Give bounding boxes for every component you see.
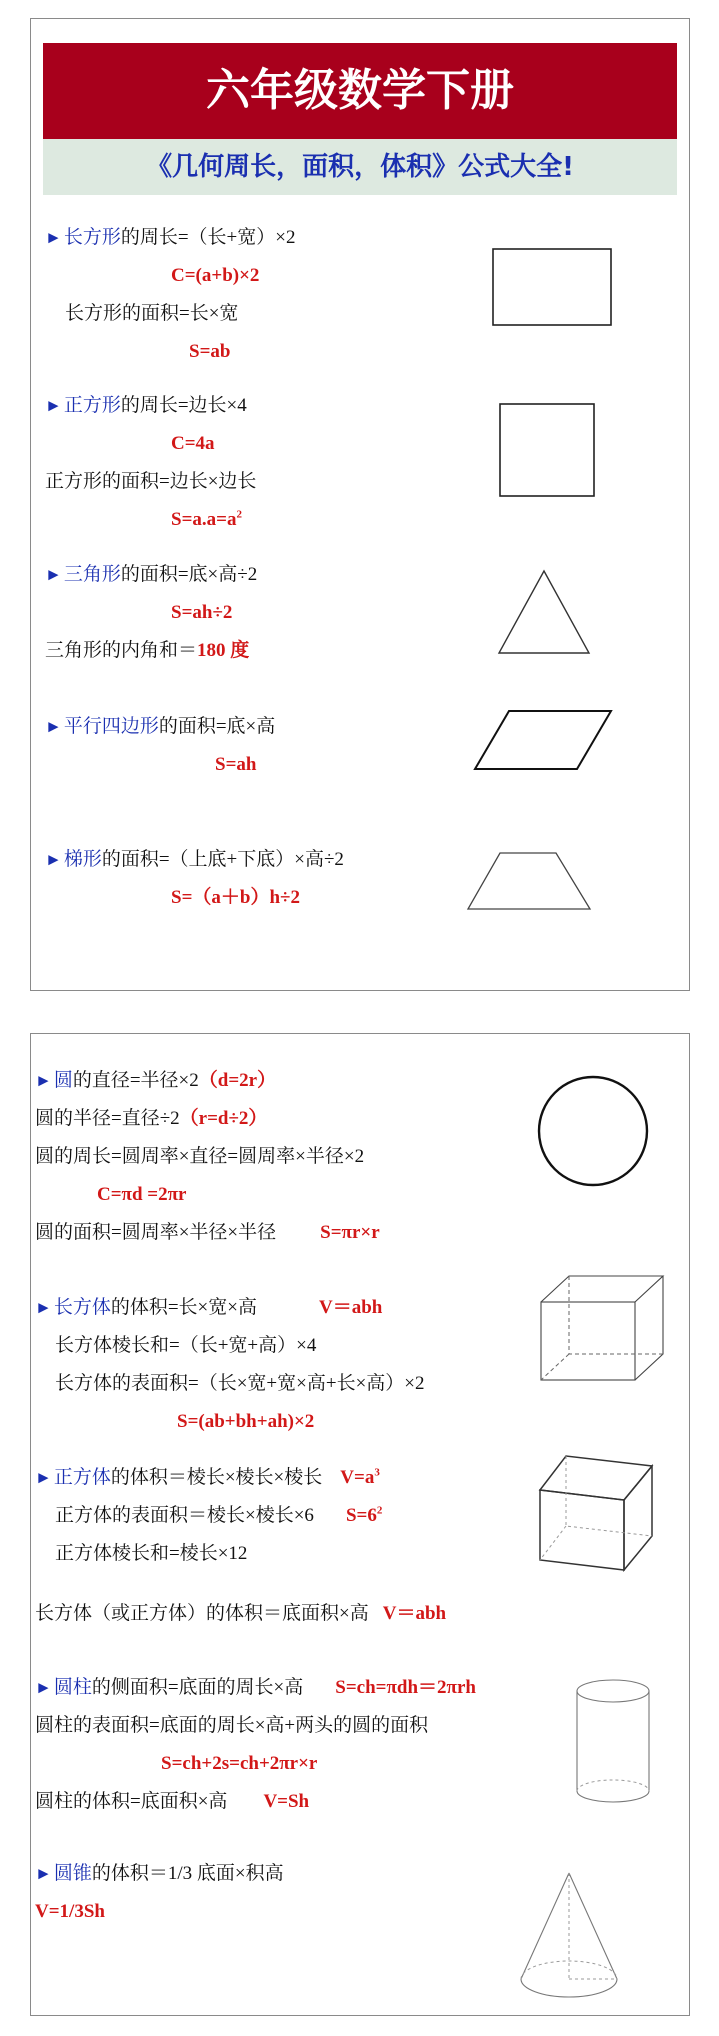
triangle-name: 三角形 xyxy=(63,564,121,585)
square-perimeter-formula: C=4a xyxy=(171,433,215,454)
square-perimeter-text: 的周长=边长×4 xyxy=(120,395,247,416)
triangle-angle-line: 三角形的内角和＝180 度 xyxy=(45,640,250,661)
cube-surface-line: 正方体的表面积＝棱长×棱长×6 $S=6^2$ xyxy=(55,1504,383,1526)
trapezoid-figure xyxy=(464,849,594,913)
rectangle-perimeter-text: 的周长=（长+宽）×2 xyxy=(120,227,296,248)
rectangle-area-text: 长方形的面积=长×宽 xyxy=(65,303,239,324)
triangle-area-line xyxy=(45,563,257,587)
arrow-icon: ► xyxy=(45,717,62,736)
cube-edges-text: 正方体棱长和=棱长×12 xyxy=(55,1543,248,1564)
arrow-icon: ► xyxy=(45,850,62,869)
cylinder-side-line: ► 圆柱的侧面积=底面的周长×高 S=ch=πdh＝2πrh xyxy=(35,1677,476,1698)
general-volume-line: 长方体（或正方体）的体积＝底面积×高 V＝abh xyxy=(35,1603,447,1624)
cone-name: 圆锥 xyxy=(53,1863,92,1884)
arrow-icon: ► xyxy=(35,1298,52,1317)
cube-volume-formula: $V=a^3$ xyxy=(340,1466,380,1488)
cylinder-name: 圆柱 xyxy=(53,1677,92,1698)
parallelogram-figure xyxy=(473,707,615,773)
circle-diameter-line: ► 圆的直径=半径×2（d=2r） xyxy=(35,1070,277,1091)
trapezoid-name: 梯形 xyxy=(63,849,102,870)
square-figure xyxy=(498,402,598,500)
cone-volume-formula: V=1/3Sh xyxy=(35,1901,105,1922)
trapezoid-area-formula: S=（a＋b）h÷2 xyxy=(171,887,300,908)
arrow-icon: ► xyxy=(35,1678,52,1697)
parallelogram-area-text: 的面积=底×高 xyxy=(158,716,276,737)
cuboid-volume-formula: V＝abh xyxy=(319,1297,383,1318)
cube-surface-formula: $S=6^2$ xyxy=(345,1504,383,1526)
cuboid-surface-formula: S=(ab+bh+ah)×2 xyxy=(177,1411,315,1432)
circle-radius-line: 圆的半径=直径÷2（r=d÷2） xyxy=(35,1108,268,1129)
cylinder-surface-formula: S=ch+2s=ch+2πr×r xyxy=(161,1753,318,1774)
cuboid-surface-text: 长方体的表面积=（长×宽+宽×高+长×高）×2 xyxy=(55,1373,425,1394)
circle-radius-formula: （r=d÷2） xyxy=(179,1108,268,1129)
parallelogram-area-line xyxy=(45,715,275,739)
circle-diameter-formula: （d=2r） xyxy=(198,1070,277,1091)
cube-name: 正方体 xyxy=(53,1467,111,1488)
cylinder-surface-text: 圆柱的表面积=底面的周长×高+两头的圆的面积 xyxy=(35,1715,429,1736)
trapezoid-area-line xyxy=(45,848,344,872)
cone-figure xyxy=(517,1869,621,2005)
triangle-angle-value: 180 度 xyxy=(197,640,250,661)
square-area-formula: $S=a.a=a^2$ xyxy=(171,508,242,530)
arrow-icon: ► xyxy=(35,1071,52,1090)
cube-volume-line: ► 正方体的体积＝棱长×棱长×棱长 $V=a^3$ xyxy=(35,1466,380,1488)
circle-area-line: 圆的面积=圆周率×半径×半径 S=πr×r xyxy=(35,1222,380,1243)
rectangle-perimeter-line xyxy=(45,226,296,250)
cuboid-name: 长方体 xyxy=(53,1297,111,1318)
arrow-icon: ► xyxy=(35,1864,52,1883)
rectangle-figure xyxy=(491,247,617,331)
cylinder-volume-line: 圆柱的体积=底面积×高 V=Sh xyxy=(35,1791,310,1812)
cuboid-edges-text: 长方体棱长和=（长+宽+高）×4 xyxy=(55,1335,317,1356)
circle-perimeter-formula: C=πd =2πr xyxy=(97,1184,187,1205)
cuboid-volume-line: ► 长方体的体积=长×宽×高 V＝abh xyxy=(35,1297,383,1318)
arrow-icon: ► xyxy=(45,228,62,247)
formula-card-solid xyxy=(30,1033,690,2016)
parallelogram-area-formula: S=ah xyxy=(215,754,257,775)
cylinder-side-formula: S=ch=πdh＝2πrh xyxy=(335,1677,476,1698)
cone-volume-line: ► 圆锥的体积＝1/3 底面×积高 xyxy=(35,1863,284,1884)
square-perimeter-line xyxy=(45,394,247,418)
triangle-area-formula: S=ah÷2 xyxy=(171,602,233,623)
arrow-icon: ► xyxy=(35,1468,52,1487)
arrow-icon: ► xyxy=(45,565,62,584)
circle-name: 圆 xyxy=(53,1070,73,1091)
circle-area-formula: S=πr×r xyxy=(320,1222,380,1243)
circle-figure xyxy=(536,1074,650,1188)
cuboid-figure xyxy=(538,1272,666,1384)
cylinder-figure xyxy=(573,1677,653,1807)
cube-figure xyxy=(536,1452,656,1574)
rectangle-perimeter-formula: C=(a+b)×2 xyxy=(171,265,260,286)
circle-perimeter-text: 圆的周长=圆周率×直径=圆周率×半径×2 xyxy=(35,1146,365,1167)
rectangle-name: 长方形 xyxy=(63,227,121,248)
square-name: 正方形 xyxy=(63,395,121,416)
page-subtitle: 《几何周长，面积，体积》公式大全! xyxy=(43,139,677,195)
rectangle-area-formula: S=ab xyxy=(189,341,231,362)
triangle-figure xyxy=(495,567,593,659)
parallelogram-name: 平行四边形 xyxy=(63,716,159,737)
cylinder-volume-formula: V=Sh xyxy=(263,1791,310,1812)
arrow-icon: ► xyxy=(45,396,62,415)
formula-card-plane xyxy=(30,18,690,991)
page-title: 六年级数学下册 xyxy=(43,43,677,139)
trapezoid-area-text: 的面积=（上底+下底）×高÷2 xyxy=(101,849,344,870)
triangle-area-text: 的面积=底×高÷2 xyxy=(120,564,258,585)
general-volume-formula: V＝abh xyxy=(382,1603,447,1624)
square-area-text: 正方形的面积=边长×边长 xyxy=(45,471,257,492)
